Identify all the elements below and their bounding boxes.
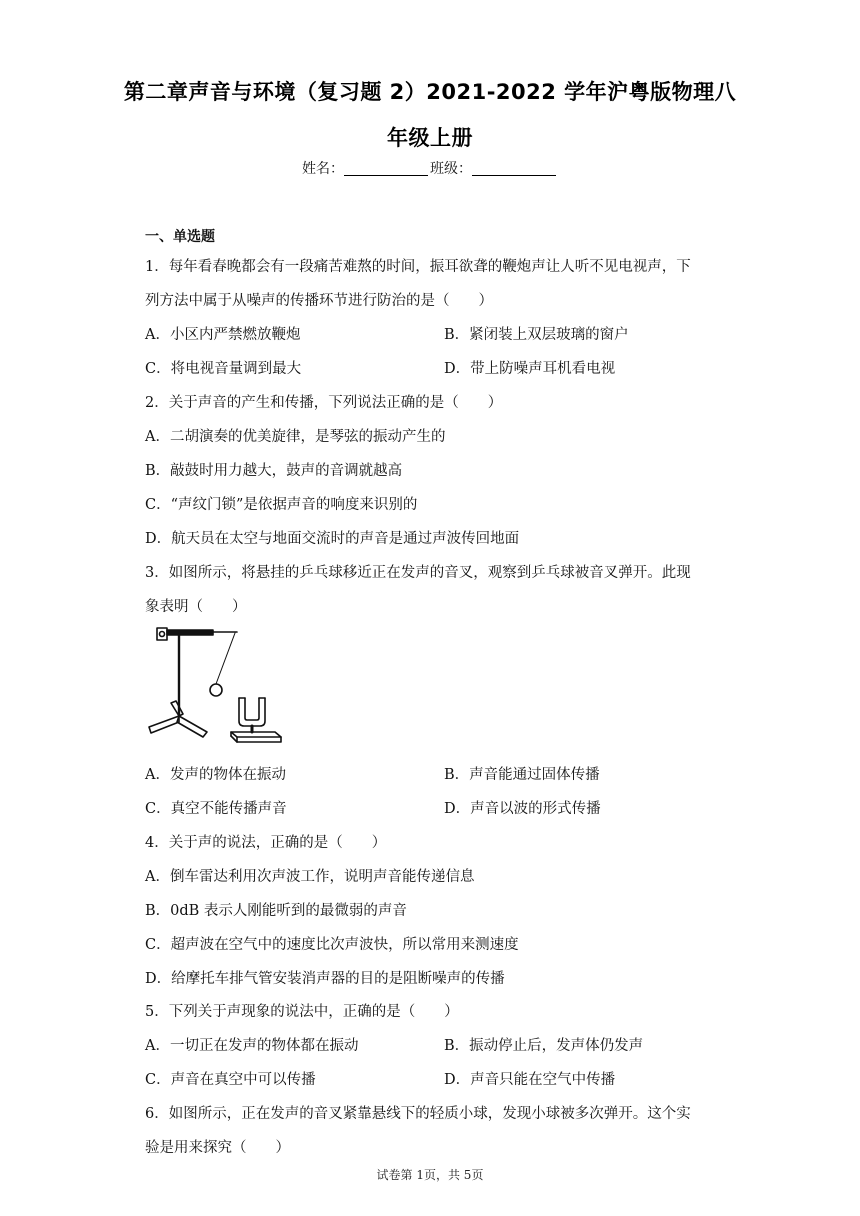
q1-option-c[interactable]: C．将电视音量调到最大: [145, 361, 302, 377]
clamp-head: [157, 628, 167, 640]
q1-stem-line-1: 1．每年看春晚都会有一段痛苦难熬的时间，振耳欲聋的鞭炮声让人听不见电视声，下: [145, 259, 691, 275]
q2-stem-line-1: 2．关于声音的产生和传播，下列说法正确的是（ ）: [145, 395, 503, 411]
class-label: 班级：: [430, 161, 472, 177]
q4-stem-line-1: 4．关于声的说法，正确的是（ ）: [145, 835, 387, 851]
q2-option-d[interactable]: D．航天员在太空与地面交流时的声音是通过声波传回地面: [145, 531, 520, 547]
q4-option-c[interactable]: C．超声波在空气中的速度比次声波快，所以常用来测速度: [145, 937, 519, 953]
q3-option-c[interactable]: C．真空不能传播声音: [145, 801, 287, 817]
q3-option-b[interactable]: B．声音能通过固体传播: [444, 767, 600, 783]
name-label: 姓名：: [302, 161, 344, 177]
q1-option-d[interactable]: D．带上防噪声耳机看电视: [444, 361, 616, 377]
stand-arm: [167, 630, 213, 635]
class-blank[interactable]: [472, 161, 556, 176]
tuning-fork-figure: [143, 624, 383, 744]
q3-option-d[interactable]: D．声音以波的形式传播: [444, 801, 601, 817]
q6-stem-line-1: 6．如图所示，正在发声的音叉紧靠悬线下的轻质小球，发现小球被多次弹开。这个实: [145, 1106, 691, 1122]
q5-stem-line-1: 5．下列关于声现象的说法中，正确的是（ ）: [145, 1004, 459, 1020]
name-blank[interactable]: [344, 161, 428, 176]
ping-pong-ball: [210, 684, 222, 696]
tuning-fork: [239, 698, 265, 726]
q5-option-a[interactable]: A．一切正在发声的物体都在振动: [145, 1038, 359, 1054]
q2-option-b[interactable]: B．敲鼓时用力越大，鼓声的音调就越高: [145, 463, 403, 479]
page-title-line-1: 第二章声音与环境（复习题 2）2021-2022 学年沪粤版物理八: [123, 80, 737, 104]
q4-option-b[interactable]: B．0dB 表示人刚能听到的最微弱的声音: [145, 903, 407, 919]
student-info-line: [0, 158, 860, 178]
q1-option-a[interactable]: A．小区内严禁燃放鞭炮: [145, 327, 301, 343]
thread: [216, 633, 235, 684]
q4-option-a[interactable]: A．倒车雷达利用次声波工作，说明声音能传递信息: [145, 869, 475, 885]
q5-option-c[interactable]: C．声音在真空中可以传播: [145, 1072, 316, 1088]
page-footer: 试卷第 1页，共 5页: [376, 1168, 484, 1182]
q1-option-b[interactable]: B．紧闭装上双层玻璃的窗户: [444, 327, 629, 343]
q4-option-d[interactable]: D．给摩托车排气管安装消声器的目的是阻断噪声的传播: [145, 971, 505, 987]
resonance-box: [231, 732, 281, 737]
q1-stem-line-2: 列方法中属于从噪声的传播环节进行防治的是（ ）: [145, 293, 493, 309]
q3-stem-line-1: 3．如图所示，将悬挂的乒乓球移近正在发声的音叉，观察到乒乓球被音叉弹开。此现: [145, 565, 691, 581]
q3-stem-line-2: 象表明（ ）: [145, 599, 247, 615]
section-heading: 一、单选题: [145, 229, 215, 245]
q3-option-a[interactable]: A．发声的物体在振动: [145, 767, 286, 783]
q5-option-b[interactable]: B．振动停止后，发声体仍发声: [444, 1038, 644, 1054]
q2-option-c[interactable]: C．“声纹门锁”是依据声音的响度来识别的: [145, 497, 418, 513]
q2-option-a[interactable]: A．二胡演奏的优美旋律，是琴弦的振动产生的: [145, 429, 446, 445]
page-title-line-2: 年级上册: [387, 126, 473, 150]
q6-stem-line-2: 验是用来探究（ ）: [145, 1140, 290, 1156]
q5-option-d[interactable]: D．声音只能在空气中传播: [444, 1072, 616, 1088]
